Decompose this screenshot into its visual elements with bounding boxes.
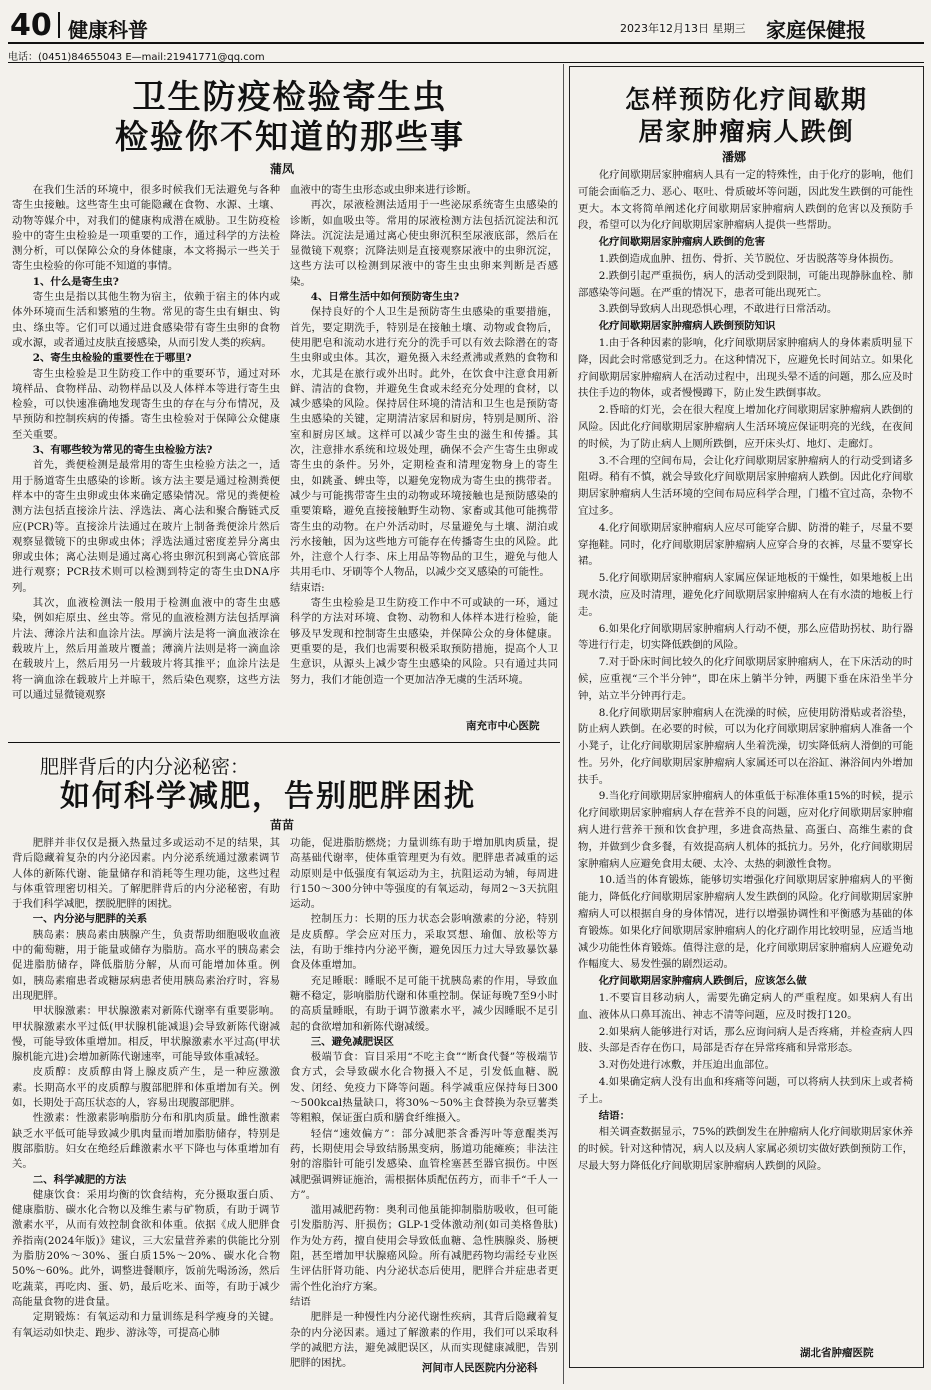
article1-column-2 bbox=[290, 183, 558, 713]
paragraph: 1.不要盲目移动病人，需要先确定病人的严重程度。如果病人有出血、液体从口鼻耳流出、神志不清等问题，应及时拨打120。 bbox=[578, 992, 913, 1021]
paragraph: 5.化疗间歇期居家肿瘤病人家属应保证地板的干燥性，如果地板上出现水渍，应及时清理，避免化疗间歇期居家肿瘤病人在有水渍的地板上行走。 bbox=[578, 572, 913, 618]
paragraph: 6.如果化疗间歇期居家肿瘤病人行动不便，那么应借助拐杖、助行器等进行行走，切实降低跌倒的风险。 bbox=[578, 622, 913, 652]
paragraph: 相关调查数据显示，75%的跌倒发生在肿瘤病人化疗间歇期居家休养的时候。针对这种情况，病人以及病人家属必须切实做好跌倒预防工作，尽最大努力降低化疗间歇期居家肿瘤病人跌倒的风险。 bbox=[578, 1126, 913, 1173]
paragraph: 2.跌倒引起严重损伤，病人的活动受到限制，可能出现静脉血栓、肺部感染等问题。在严重的情况下，患者可能出现死亡。 bbox=[578, 269, 913, 299]
article3-source: 湖北省肿瘤医院 bbox=[800, 1347, 874, 1359]
paragraph: 胰岛素：胰岛素由胰腺产生，负责帮助细胞吸收血液中的葡萄糖，用于能量或储存为脂肪。高水平的胰岛素会促进脂肪储存，降低脂肪分解，从而可能增加体重。例如，胰岛素瘤患者或糖尿病患者使用胰岛素治疗时，容易出现肥胖。 bbox=[12, 928, 280, 1002]
paragraph: 1.跌倒造成血肿、扭伤、骨折、关节脱位、牙齿脱落等身体损伤。 bbox=[598, 252, 900, 265]
article-divider bbox=[8, 742, 560, 743]
paragraph: 9.当化疗间歇期居家肿瘤病人的体重低于标准体重15%的时候，提示化疗间歇期居家肿瘤病人存在营养不良的问题，应对化疗间歇期居家肿瘤病人进行营养干预和饮食护理，多进食高热量、高蛋白、高维生素的食物，并做到少食多餐，有效提高病人机体的抵抗力。另外，化疗间歇期居家肿瘤病人应避免食用太硬、太冷、太热的刺激性食物。 bbox=[578, 790, 913, 870]
section-title: 健康科普 bbox=[68, 18, 148, 42]
subheading: 2、寄生虫检验的重要性在于哪里? bbox=[32, 352, 192, 365]
subheading: 1、什么是寄生虫? bbox=[32, 275, 119, 288]
paragraph: 甲状腺激素：甲状腺激素对新陈代谢率有重要影响。甲状腺激素水平过低(甲状腺机能减退)会导致新陈代谢减慢，可能导致体重增加。相反，甲状腺激素水平过高(甲状腺机能亢进)会增加新陈代谢速率，可能导致体重减轻。 bbox=[12, 1005, 280, 1064]
column-divider bbox=[563, 64, 564, 1384]
paragraph: 8.化疗间歇期居家肿瘤病人在洗澡的时候，应使用防滑贴或者浴垫，防止病人跌倒。在必要的时候，可以为化疗间歇期居家肿瘤病人准备一个小凳子，让化疗间歇期居家肿瘤病人坐着洗澡，切实降低病人滑倒的可能性。另外，化疗间歇期居家肿瘤病人家属还可以在浴缸、淋浴间内外增加扶手。 bbox=[578, 706, 913, 786]
page-number: 40 bbox=[10, 8, 52, 43]
paragraph: 寄生虫检验是卫生防疫工作中的重要环节，通过对环境样品、食物样品、动物样品以及人体样本等进行寄生虫检验，可以快速准确地发现寄生虫的存在与分布情况，及早预防和控制疾病的传播。寄生虫检验对于保障公众健康至关重要。 bbox=[12, 367, 280, 441]
article2-column-1 bbox=[12, 836, 280, 1386]
paragraph: 10.适当的体育锻炼，能够切实增强化疗间歇期居家肿瘤病人的平衡能力，降低化疗间歇期居家肿瘤病人发生跌倒的风险。化疗间歇期居家肿瘤病人可以根据自身的身体情况，进行以增强协调性和平衡感为基础的体育锻炼。如果化疗间歇期居家肿瘤病人的化疗副作用比较明显，应适当地减少功能性体育锻炼。值得注意的是，化疗间歇期居家肿瘤病人应避免动作幅度大、易发性强的剧烈运动。 bbox=[578, 874, 913, 971]
paragraph: 4.化疗间歇期居家肿瘤病人应尽可能穿合脚、防滑的鞋子，尽量不要穿拖鞋。同时，化疗间歇期居家肿瘤病人应穿合身的衣裤，尽量不要穿长裙。 bbox=[578, 521, 913, 568]
article1-author: 蒲凤 bbox=[270, 162, 295, 176]
article1-source: 南充市中心医院 bbox=[466, 720, 540, 732]
subheading: 4、日常生活中如何预防寄生虫? bbox=[310, 291, 460, 304]
article1-column-1 bbox=[12, 183, 280, 739]
paragraph: 1.由于各种因素的影响，化疗间歇期居家肿瘤病人的身体素质明显下降，因此会时常感觉到乏力。在这种情况下，应避免长时间站立。如果化疗间歇期居家肿瘤病人在活动过程中，出现头晕不适的问题，那么应及时扶住手边的物体，或者慢慢蹲下，防止发生跌倒事故。 bbox=[578, 336, 913, 400]
article1-title-line1: 卫生防疫检验寄生虫 bbox=[132, 77, 448, 116]
paragraph: 肥胖是一种慢性内分泌代谢性疾病，其背后隐藏着复杂的内分泌因素。通过了解激素的作用，我们可以采取科学的减肥方法，避免减肥误区，从而实现健康减肥，告别肥胖的困扰。 bbox=[290, 1311, 558, 1370]
paragraph: 定期锻炼：有氧运动和力量训练是科学瘦身的关键。有氧运动如快走、跑步、游泳等，可提高心肺 bbox=[12, 1311, 280, 1339]
subheading: 结语： bbox=[598, 1109, 630, 1122]
subheading: 化疗间歇期居家肿瘤病人跌倒后，应该怎么做 bbox=[598, 975, 807, 988]
paragraph: 在我们生活的环境中，很多时候我们无法避免与各种寄生虫接触。这些寄生虫可能隐藏在食物、水源、土壤、动物等媒介中，对我们的健康构成潜在威胁。卫生防疫检验中的寄生虫检验是一项重要的工作，通过科学的方法检测分析，可以保障公众的身体健康，本文将揭示一些关于寄生虫检验的你可能不知道的事情。 bbox=[12, 184, 280, 273]
subheading: 三、避免减肥误区 bbox=[310, 1035, 394, 1048]
paragraph: 性激素：性激素影响脂肪分布和肌肉质量。雌性激素缺乏水平低可能导致减少肌肉量而增加脂肪储存，特别是腹部脂肪。妇女在绝经后雌激素水平下降也与体重增加有关。 bbox=[12, 1112, 280, 1171]
subheading: 化疗间歇期居家肿瘤病人跌倒的危害 bbox=[598, 236, 766, 249]
paragraph: 首先，粪便检测是最常用的寄生虫检验方法之一，适用于肠道寄生虫感染的诊断。该方法主要是通过检测粪便样本中的寄生虫卵或虫体来确定感染情况。常见的粪便检测方法包括直接涂片法、浮选法、离心法和聚合酶链式反应(PCR)等。直接涂片法通过在玻片上制备粪便涂片然后观察显微镜下的虫卵或虫体；浮选法通过密度差异分离虫卵或虫体；离心法则是通过离心将虫卵沉积到离心管底部进行观察；PCR技术则可以检测到特定的寄生虫DNA序列。 bbox=[12, 459, 280, 594]
paragraph: 结束语: bbox=[290, 581, 325, 594]
paragraph: 极端节食：盲目采用“不吃主食”“断食代餐”等极端节食方式，会导致碳水化合物摄入不足，引发低血糖、脱发、闭经、免疫力下降等问题。科学减重应保持每日300～500kcal热量缺口，将30%～50%主食替换为杂豆薯类等粗粮，保证蛋白质和膳食纤维摄入。 bbox=[290, 1051, 558, 1125]
article1-title-line2: 检验你不知道的那些事 bbox=[115, 117, 465, 156]
article2-col1-body bbox=[12, 836, 280, 1341]
article2-title: 如何科学减肥，告别肥胖困扰 bbox=[60, 779, 476, 814]
issue-date: 2023年12月13日 星期三 bbox=[620, 22, 746, 35]
paragraph: 血液中的寄生虫形态或虫卵来进行诊断。 bbox=[290, 184, 478, 196]
paragraph: 充足睡眠：睡眠不足可能干扰胰岛素的作用，导致血糖不稳定，影响脂肪代谢和体重控制。保证每晚7至9小时的高质量睡眠，有助于调节激素水平，减少因睡眠不足引起的食欲增加和新陈代谢减缓。 bbox=[290, 974, 558, 1033]
newspaper-name: 家庭保健报 bbox=[766, 18, 866, 42]
paragraph: 7.对于卧床时间比较久的化疗间歇期居家肿瘤病人，在下床活动的时候，应重视“三个半分钟”，即在床上躺半分钟，两腿下垂在床沿坐半分钟，站立半分钟再行走。 bbox=[578, 656, 913, 702]
contact-line: 电话：(0451)84655043 E—mail:21941771@qq.com bbox=[8, 52, 265, 63]
article2-col2-body bbox=[290, 836, 558, 1371]
header-rule bbox=[8, 42, 924, 44]
paragraph: 轻信“速效偏方”：部分减肥茶含番泻叶等意醌类泻药，长期使用会导致结肠黑变病，肠道功能瘫痪；非法注射的溶脂针可能引发感染、血管栓塞甚至器官损伤。中医减肥强调辨证施治，需根据体质配伍药方，而非千“千人一方”。 bbox=[290, 1127, 558, 1201]
paragraph: 3.跌倒导致病人出现恐惧心理，不敢进行日常活动。 bbox=[598, 303, 838, 316]
paragraph: 滥用减肥药物：奥利司他虽能抑制脂肪吸收，但可能引发脂肪泻、肝损伤；GLP-1受体激动剂(如司美格鲁肽)作为处方药，擅自使用会导致低血糖、急性胰腺炎、肠梗阻，甚至增加甲状腺癌风险。所有减肥药物均需经专业医生评估肝肾功能、内分泌状态后使用，肥胖合并症患者更需个性化治疗方案。 bbox=[290, 1204, 558, 1293]
paragraph: 3.不合理的空间布局，会让化疗间歇期居家肿瘤病人的行动受到诸多阻碍。稍有不慎，就会导致化疗间歇期居家肿瘤病人跌倒。因此化疗间歇期居家肿瘤病人生活环境的空间布局应科学合理，门槛不宜过高，杂物不宜过多。 bbox=[578, 454, 913, 517]
article2-kicker: 肥胖背后的内分泌秘密： bbox=[40, 756, 250, 778]
paragraph: 再次，尿液检测法适用于一些泌尿系统寄生虫感染的诊断，如血吸虫等。常用的尿液检测方法包括沉淀法和沉降法。沉淀法是通过离心使虫卵沉积至尿液底部，然后在显微镜下观察；沉降法则是直接观察尿液中的虫卵沉淀，这些方法可以检测到尿液中的寄生虫虫卵来判断是否感染。 bbox=[290, 199, 558, 288]
header-divider bbox=[58, 12, 60, 38]
article3-author: 潘娜 bbox=[722, 150, 747, 164]
article2-source: 河间市人民医院内分泌科 bbox=[422, 1362, 538, 1374]
paragraph: 皮质醇：皮质醇由肾上腺皮质产生，是一种应激激素。长期高水平的皮质醇与腹部肥胖和体重增加有关。例如，长期处于高压状态的人，容易出现腹部肥胖。 bbox=[12, 1066, 280, 1110]
subheading: 二、科学减肥的方法 bbox=[32, 1173, 127, 1186]
header-rule-thin bbox=[8, 62, 924, 63]
paragraph: 其次，血液检测法一般用于检测血液中的寄生虫感染，例如疟原虫、丝虫等。常见的血液检测方法包括厚滴片法、薄涂片法和血涂片法。厚滴片法是将一滴血液涂在载玻片上，然后用盖玻片覆盖；薄滴片法则是将一滴血涂在载玻片上，然后用另一片载玻片将其推平；血涂片法是将一滴血涂在载玻片上并晾干，然后染色观察，这些方法可以通过显微镜观察 bbox=[12, 597, 280, 701]
paragraph: 化疗间歇期居家肿瘤病人具有一定的特殊性，由于化疗的影响，他们可能会面临乏力、恶心、呕吐、骨质破坏等问题，因此发生跌倒的可能性更大。本文将简单阐述化疗间歇期居家肿瘤病人跌倒的危害以及预防手段，希望可以为化疗间歇期居家肿瘤病人提供一些帮助。 bbox=[578, 169, 913, 232]
article1-col1-body bbox=[12, 183, 280, 703]
paragraph: 2.昏暗的灯光，会在很大程度上增加化疗间歇期居家肿瘤病人跌倒的风险。因此化疗间歇期居家肿瘤病人生活环境应保证明亮的光线，在夜间的时候，为了防止病人上厕所跌倒，应开床头灯、地灯、走廊灯。 bbox=[578, 404, 913, 450]
subheading: 化疗间歇期居家肿瘤病人跌倒预防知识 bbox=[598, 320, 776, 333]
paragraph: 2.如果病人能够进行对话，那么应询问病人是否疼痛，并检查病人四肢、头部是否存在伤口，局部是否存在异常疼痛和异常形态。 bbox=[578, 1025, 913, 1055]
subheading: 一、内分泌与肥胖的关系 bbox=[32, 913, 148, 926]
subheading: 3、有哪些较为常见的寄生虫检验方法? bbox=[32, 444, 213, 457]
paragraph: 功能，促进脂肪燃烧；力量训练有助于增加肌肉质量，提高基础代谢率，使体重管理更为有效。肥胖患者减重的运动原则是中低强度有氧运动为主，抗阻运动为辅，每周进行150～300分钟中等强度的有氧运动，每周2～3天抗阻运动。 bbox=[290, 837, 558, 911]
article3-body bbox=[578, 167, 913, 1175]
article3-title-line2: 居家肿瘤病人跌倒 bbox=[638, 117, 855, 146]
paragraph: 结语 bbox=[290, 1295, 311, 1308]
paragraph: 保持良好的个人卫生是预防寄生虫感染的重要措施，首先，要定期洗手，特别是在接触土壤、动物或食物后，使用肥皂和流动水进行充分的洗手可以有效去除潜在的寄生虫卵或虫体。其次，避免摄入未经煮沸或煮熟的食物和水，尤其是在旅行或外出时。此外，在饮食中注意食用新鲜、清洁的食物，并避免生食或未经充分处理的食材，以减少感染的风险。保持居住环境的清洁和卫生也是预防寄生虫感染的关键，定期清洁家居和厨房，特别是厕所、浴室和厨房区域。这样可以减少寄生虫的滋生和传播。其次，注意排水系统和垃圾处理，确保不会产生寄生虫卵或寄生虫的条件。另外，定期检查和清理宠物身上的寄生虫，如跳蚤、蜱虫等，以避免宠物成为寄生虫的携带者。减少与可能携带寄生虫的动物或环境接触也是预防感染的重要策略，避免直接接触野生动物、家畜或其他可能携带寄生虫的动物。在户外活动时，尽量避免与土壤、湖泊或污水接触，因为这些地方可能存在传播寄生虫的风险。此外，注意个人行李、床上用品等物品的卫生，避免与他人共用毛巾、牙刷等个人物品，以减少交叉感染的可能性。 bbox=[290, 306, 558, 579]
paragraph: 控制压力：长期的压力状态会影响激素的分泌，特别是皮质醇。学会应对压力，采取冥想、瑜伽、放松等方法，有助于维持内分泌平衡，避免因压力过大导致暴饮暴食及体重增加。 bbox=[290, 913, 558, 972]
article1-col2-body bbox=[290, 183, 558, 688]
paragraph: 寄生虫是指以其他生物为宿主，依赖于宿主的体内或体外环境而生活和繁殖的生物。常见的寄生虫有蛔虫、钩虫、绦虫等。它们可以通过进食感染带有寄生虫卵的食物或水源，或者通过皮肤直接感染，从而引发人类的疾病。 bbox=[12, 291, 280, 349]
article3-column bbox=[578, 167, 913, 1343]
article3-title-line1: 怎样预防化疗间歇期 bbox=[624, 85, 868, 114]
paragraph: 健康饮食：采用均衡的饮食结构，充分摄取蛋白质、健康脂肪、碳水化合物以及维生素与矿物质，有助于调节激素水平，从而有效控制食欲和体重。依据《成人肥胖食养指南(2024年版)》建议，三大宏量营养素的供能比分别为脂肪20%～30%、蛋白质15%～20%、碳水化合物50%～60%。此外，调整进餐顺序，饭前先喝汤汤，然后吃蔬菜，再吃肉、蛋、奶，最后吃米、面等，有助于减少高能量食物的进食量。 bbox=[12, 1188, 280, 1308]
paragraph: 4.如果确定病人没有出血和疼痛等问题，可以将病人扶到床上或者椅子上。 bbox=[578, 1076, 913, 1105]
paragraph: 肥胖并非仅仅是摄入热量过多或运动不足的结果，其背后隐藏着复杂的内分泌因素。内分泌系统通过激素调节人体的新陈代谢、能量储存和消耗等生理功能，这些过程与体重管理密切相关。了解肥胖背后的内分泌秘密，有助于我们科学减肥，摆脱肥胖的困扰。 bbox=[12, 837, 280, 911]
paragraph: 3.对伤处进行冰敷，并压迫出血部位。 bbox=[598, 1059, 775, 1072]
article2-author: 苗苗 bbox=[270, 818, 295, 832]
paragraph: 寄生虫检验是卫生防疫工作中不可或缺的一环，通过科学的方法对环境、食物、动物和人体样本进行检验，能够及早发现和控制寄生虫感染，并保障公众的身体健康。更重要的是，我们也需要积极采取预防措施，提高个人卫生意识，从源头上减少寄生虫感染的风险。只有通过共同努力，我们才能创造一个更加洁净无虞的生活环境。 bbox=[290, 597, 558, 686]
